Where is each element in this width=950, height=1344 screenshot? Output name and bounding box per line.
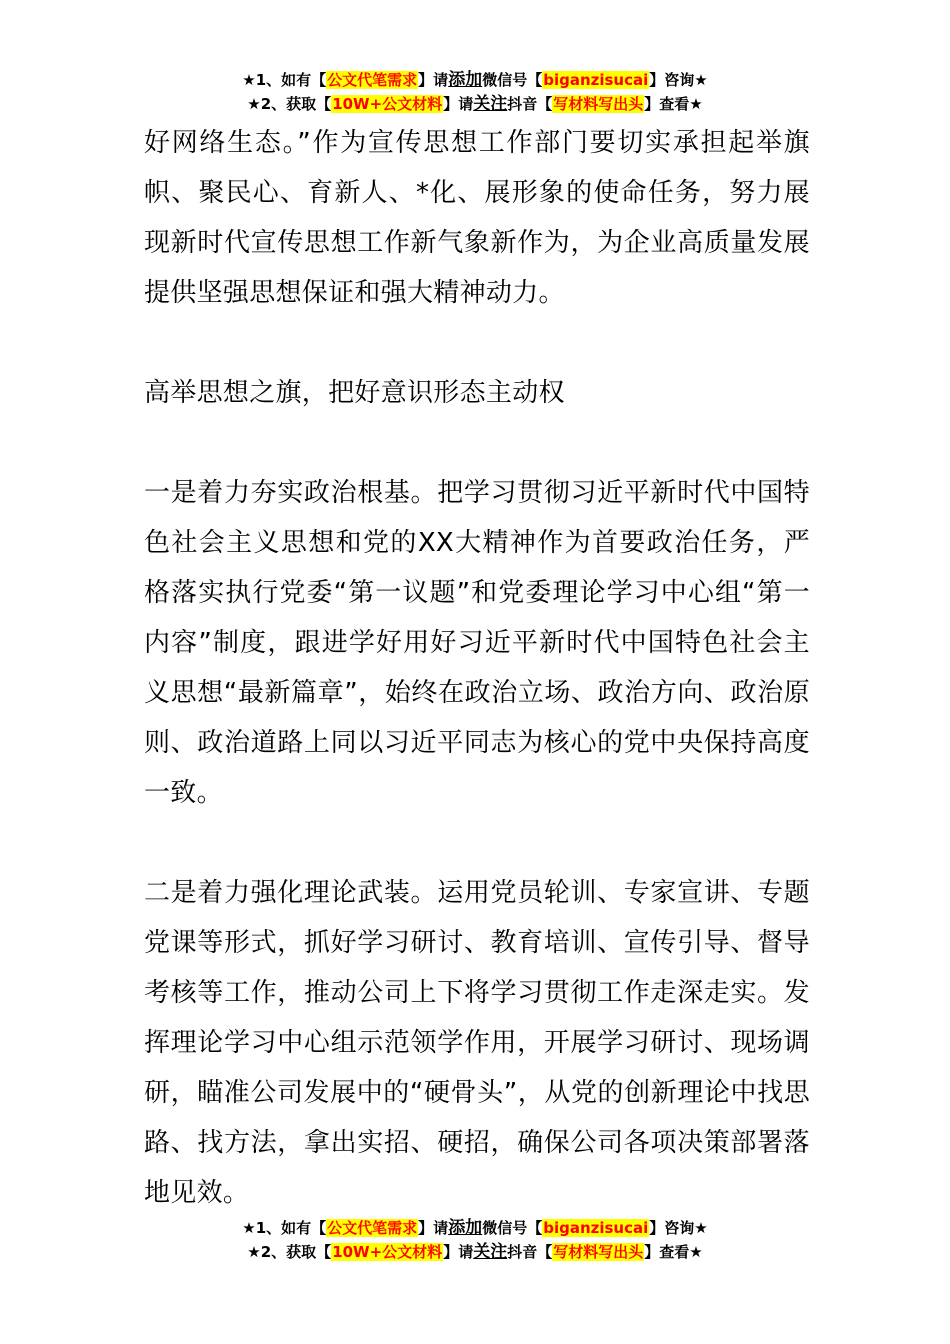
promo-line-1 (0, 68, 950, 92)
paragraph-2: 一是着力夯实政治根基。把学习贯彻习近平新时代中国特色社会主义思想和党的XX大精神作为首要政治任务，严格落实执行党委“第一议题”和党委理论学习中心组“第一内容”制度，跟进学好用好习近平新时代中国特色社会主义思想“最新篇章”，始终在政治立场、政治方向、政治原则、政治道路上同以习近平同志为核心的党中央保持高度一致。 (144, 478, 810, 808)
promo-text: 抖音【 (507, 95, 553, 113)
promo-underline: 关注 (473, 1242, 508, 1262)
promo-text: 】请 (443, 1243, 474, 1261)
promo-text: 微信号【 (482, 1219, 543, 1237)
promo-underline: 添加 (448, 70, 483, 90)
promo-line-1 (0, 1216, 950, 1240)
promo-highlight: 公文代笔需求 (327, 1219, 418, 1237)
promo-text: 】请 (418, 71, 449, 89)
promo-text: 】咨询★ (649, 71, 708, 89)
promo-highlight: 公文代笔需求 (327, 71, 418, 89)
promo-line-2 (0, 1240, 950, 1264)
header-promo-banner (0, 68, 950, 116)
section-heading: 高举思想之旗，把好意识形态主动权 (144, 378, 565, 408)
promo-highlight: 写材料写出头 (553, 95, 644, 113)
promo-text: 】请 (443, 95, 474, 113)
document-body (144, 118, 810, 1218)
paragraph-spacer (144, 418, 810, 468)
promo-highlight: 10W+公文材料 (332, 1243, 443, 1261)
promo-text: 】查看★ (644, 95, 703, 113)
promo-highlight: biganzisucai (543, 71, 649, 89)
promo-text: ★2、获取【 (247, 95, 332, 113)
promo-highlight: 10W+公文材料 (332, 95, 443, 113)
promo-highlight: biganzisucai (543, 1219, 649, 1237)
promo-text: 】请 (418, 1219, 449, 1237)
promo-underline: 关注 (473, 94, 508, 114)
footer-promo-banner (0, 1216, 950, 1264)
paragraph-3: 二是着力强化理论武装。运用党员轮训、专家宣讲、专题党课等形式，抓好学习研讨、教育培训、宣传引导、督导考核等工作，推动公司上下将学习贯彻工作走深走实。发挥理论学习中心组示范领学作用，开展学习研讨、现场调研，瞄准公司发展中的“硬骨头”，从党的创新理论中找思路、找方法，拿出实招、硬招，确保公司各项决策部署落地见效。 (144, 878, 810, 1208)
paragraph-spacer (144, 818, 810, 868)
promo-line-2 (0, 92, 950, 116)
promo-highlight: 写材料写出头 (553, 1243, 644, 1261)
promo-underline: 添加 (448, 1218, 483, 1238)
promo-text: ★1、如有【 (242, 1219, 327, 1237)
paragraph-spacer (144, 318, 810, 368)
promo-text: 抖音【 (507, 1243, 553, 1261)
promo-text: 微信号【 (482, 71, 543, 89)
paragraph-1: 好网络生态。”作为宣传思想工作部门要切实承担起举旗帜、聚民心、育新人、*化、展形象的使命任务，努力展现新时代宣传思想工作新气象新作为，为企业高质量发展提供坚强思想保证和强大精神动力。 (144, 128, 810, 308)
promo-text: ★1、如有【 (242, 71, 327, 89)
promo-text: 】咨询★ (649, 1219, 708, 1237)
promo-text: ★2、获取【 (247, 1243, 332, 1261)
promo-text: 】查看★ (644, 1243, 703, 1261)
